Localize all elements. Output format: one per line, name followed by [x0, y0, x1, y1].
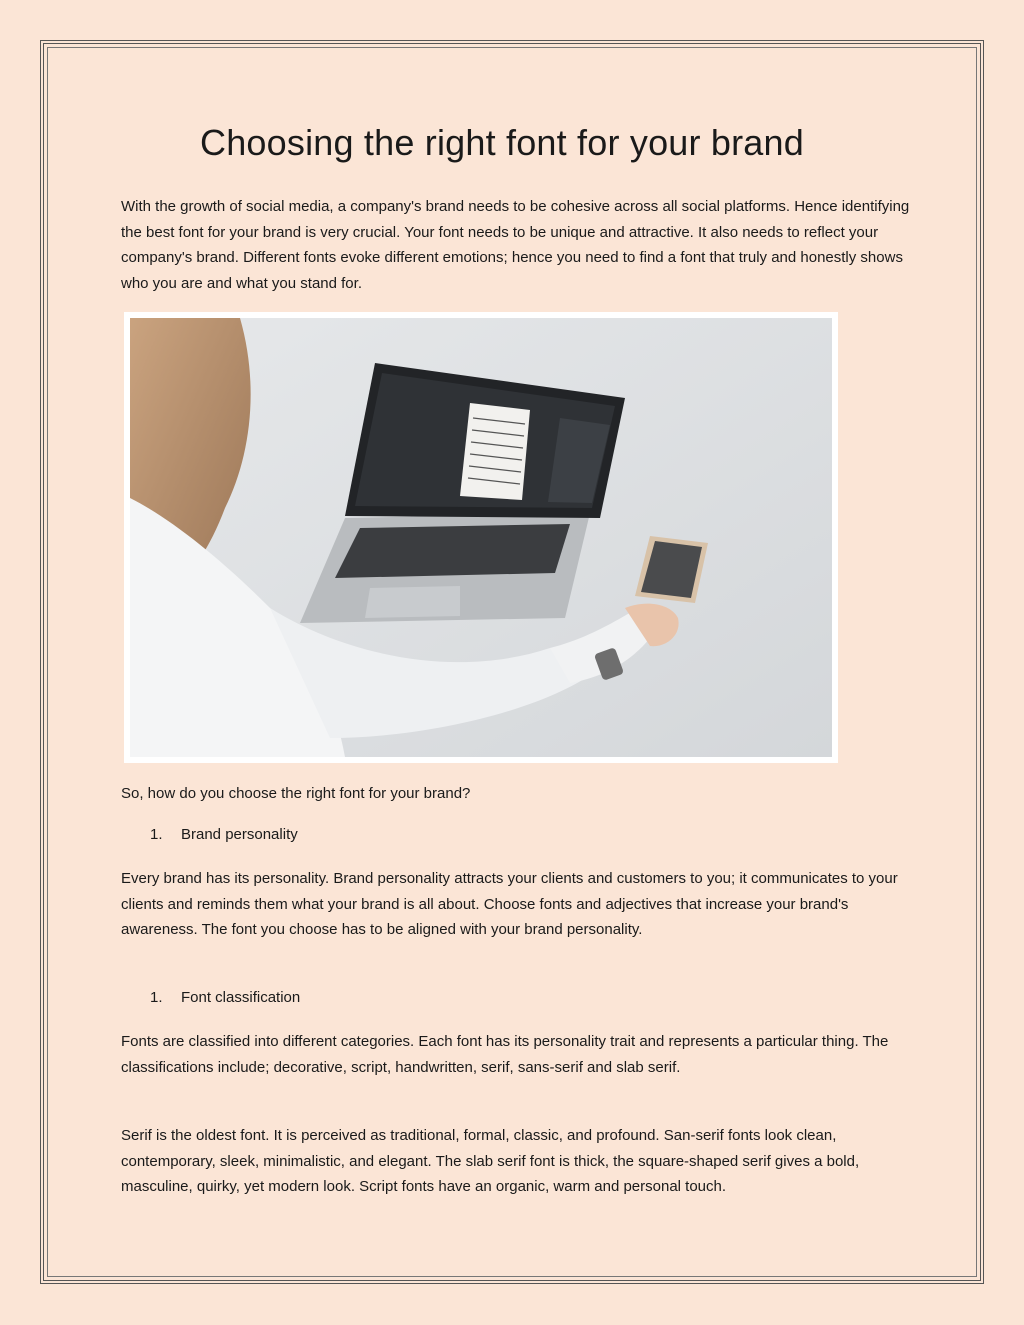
question-paragraph: So, how do you choose the right font for your brand? — [121, 785, 471, 802]
laptop-photo — [124, 312, 838, 763]
laptop-photo-illustration — [130, 318, 832, 757]
list-item-brand-personality — [150, 826, 298, 843]
list-number: 1. — [150, 989, 163, 1006]
brand-personality-paragraph: Every brand has its personality. Brand personality attracts your clients and customers to you; it communicates to your clients and reminds them what your brand is all about. Choose fonts and adjectives that increase your brand's awareness. The font you choose has to be aligned with your brand personality. — [121, 870, 898, 939]
serif-paragraph: Serif is the oldest font. It is perceived as traditional, formal, classic, and profound. San-serif fonts look clean, contemporary, sleek, minimalistic, and elegant. The slab serif font is thick, the square-shaped serif gives a bold, masculine, quirky, yet modern look. Script fonts have an organic, warm and personal touch. — [121, 1127, 860, 1196]
font-classification-paragraph: Fonts are classified into different categories. Each font has its personality trait and represents a particular thing. The classifications include; decorative, script, handwritten, serif, sans-serif and slab serif. — [121, 1033, 889, 1076]
list-number: 1. — [150, 826, 163, 843]
list-heading: Brand personality — [181, 826, 298, 843]
page-title: Choosing the right font for your brand — [200, 122, 804, 163]
intro-paragraph: With the growth of social media, a company's brand needs to be cohesive across all social platforms. Hence identifying the best font for your brand is very crucial. Your font needs to be unique and attractive. It also needs to reflect your company's brand. Different fonts evoke different emotions; hence you need to find a font that truly and honestly shows who you are and what you stand for. — [121, 198, 910, 293]
list-heading: Font classification — [181, 989, 301, 1006]
list-item-font-classification — [150, 989, 300, 1006]
